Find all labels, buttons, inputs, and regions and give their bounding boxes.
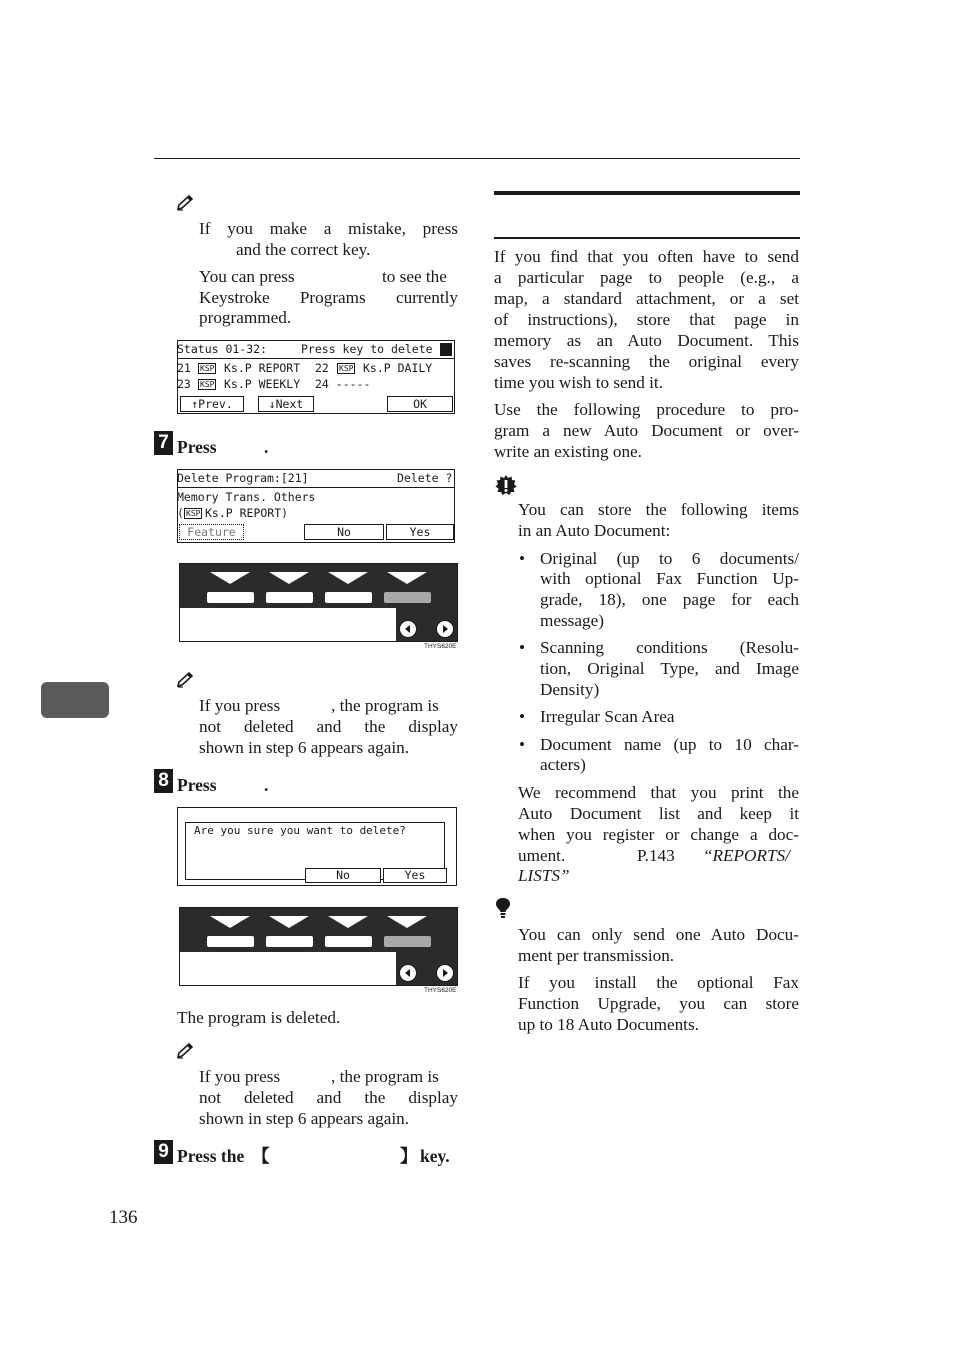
page-number: 136: [109, 1207, 138, 1228]
note1-line3b: to see the: [382, 267, 447, 286]
lcd3-no-button[interactable]: No: [305, 868, 381, 883]
lcd1-row2-name2: Ks.P DAILY: [363, 361, 433, 375]
lcd-confirm-screen: [177, 807, 457, 886]
step-8-label: Press: [177, 775, 217, 795]
procedure-line-1: Use the following procedure to pro-: [494, 400, 799, 419]
limitation-icon: [495, 897, 511, 919]
step-8-number: 8: [154, 769, 173, 793]
important-intro-1: You can store the following items: [518, 500, 799, 519]
bullet2-line3: Density): [540, 680, 600, 699]
step-7-period: .: [264, 437, 269, 457]
lcd2-row2: Memory Trans. Others: [177, 490, 316, 504]
lcd2-row3: Ks.P REPORT): [205, 506, 289, 520]
reference-title: “REPORTS/: [703, 846, 790, 865]
lcd-status-screen: [177, 340, 455, 414]
procedure-line-2: gram a new Auto Document or over-: [494, 421, 799, 440]
step-7-label: Press: [177, 437, 217, 457]
ksp-icon: KSP: [186, 509, 201, 518]
bullet-dot: •: [519, 638, 526, 657]
note3-line1b: , the program is: [331, 1067, 439, 1086]
lcd-delete-program-screen: [177, 469, 455, 543]
section-rule-thin: [494, 237, 800, 239]
arrow-down-icon: [328, 572, 368, 584]
lcd1-ok-button[interactable]: OK: [387, 396, 453, 412]
right-arrow-icon: [440, 624, 450, 634]
lcd1-row3-name: Ks.P WEEKLY: [224, 377, 301, 391]
selection-key-1[interactable]: [207, 592, 254, 603]
lcd1-divider: [178, 358, 454, 359]
note1-line5: programmed.: [199, 308, 292, 327]
lcd2-question: Delete ?: [397, 471, 453, 485]
bullet2-line2: tion, Original Type, and Image: [540, 659, 799, 678]
arrow-down-icon: [387, 916, 427, 928]
pencil-note-icon: [176, 1042, 196, 1060]
selection-key-3[interactable]: [325, 936, 372, 947]
pencil-note-icon: [176, 671, 196, 689]
header-rule: [154, 158, 800, 159]
lcd1-prev-button[interactable]: ↑Prev.: [180, 396, 244, 412]
arrow-down-icon: [210, 572, 250, 584]
ksp-icon: KSP: [200, 364, 215, 373]
reference-page-link[interactable]: P.143: [637, 846, 675, 865]
section-rule-thick: [494, 191, 800, 195]
lcd2-divider: [178, 487, 454, 488]
note2-line2: not deleted and the display: [199, 717, 458, 736]
step-9-label: Press the: [177, 1146, 245, 1166]
chapter-tab: [41, 682, 109, 718]
panel-figure-code: THYS620E: [424, 987, 457, 994]
important-intro-2: in an Auto Document:: [518, 521, 671, 540]
intro-line-5: memory as an Auto Document. This: [494, 331, 799, 350]
arrow-down-icon: [269, 916, 309, 928]
lcd1-row2-num: 21: [177, 361, 191, 375]
intro-line-3: map, a standard attachment, or a set: [494, 289, 799, 308]
intro-line-7: time you wish to send it.: [494, 373, 664, 392]
arrow-down-icon: [328, 916, 368, 928]
left-arrow-icon: [403, 968, 413, 978]
bullet3-line1: Irregular Scan Area: [540, 707, 675, 726]
ksp-icon: KSP: [339, 364, 354, 373]
note2-line1a: If you press: [199, 696, 281, 715]
bullet1-line4: message): [540, 611, 604, 630]
recommend-line1: We recommend that you print the: [518, 783, 799, 802]
note3-line2: not deleted and the display: [199, 1088, 458, 1107]
recommend-line4a: ument.: [518, 846, 566, 865]
limitation1-line2: ment per transmission.: [518, 946, 675, 965]
lcd2-row3-paren: (: [177, 506, 184, 520]
intro-line-2: a particular page to people (e.g., a: [494, 268, 799, 287]
deleted-text: The program is deleted.: [177, 1008, 341, 1027]
control-panel-keys: [179, 907, 458, 986]
note3-line3: shown in step 6 appears again.: [199, 1109, 410, 1128]
lcd1-row3-num2: 24 -----: [315, 377, 371, 391]
lcd1-cursor: [440, 343, 452, 356]
step-9-bracket-close: 】: [400, 1146, 418, 1166]
intro-line-4: of instructions), store that page in: [494, 310, 799, 329]
limitation2-line3: up to 18 Auto Documents.: [518, 1015, 699, 1034]
confirm-message: Are you sure you want to delete?: [194, 824, 406, 837]
bullet4-line2: acters): [540, 755, 586, 774]
note1-line1: If you make a mistake, press: [199, 219, 458, 238]
lcd1-row2-num2: 22: [315, 361, 329, 375]
lcd1-row2-name: Ks.P REPORT: [224, 361, 301, 375]
note1-line2: and the correct key.: [236, 240, 371, 259]
pencil-note-icon: [176, 194, 196, 212]
limitation2-line2: Function Upgrade, you can store: [518, 994, 799, 1013]
step-9-bracket-open: 【: [252, 1146, 270, 1166]
panel-figure-code: THYS620E: [424, 643, 457, 650]
bullet1-line2: with optional Fax Function Up-: [540, 569, 799, 588]
lcd2-feature-button[interactable]: Feature: [179, 524, 244, 540]
step-8-period: .: [264, 775, 269, 795]
bullet-dot: •: [519, 549, 526, 568]
bullet-dot: •: [519, 735, 526, 754]
selection-key-3[interactable]: [325, 592, 372, 603]
bullet4-line1: Document name (up to 10 char-: [540, 735, 799, 754]
selection-key-4-highlighted[interactable]: [384, 936, 431, 947]
ksp-icon: KSP: [200, 380, 215, 389]
note1-line4: Keystroke Programs currently: [199, 288, 458, 307]
selection-key-1[interactable]: [207, 936, 254, 947]
bullet1-line3: grade, 18), one page for each: [540, 590, 799, 609]
note3-line1a: If you press: [199, 1067, 281, 1086]
limitation1-line1: You can only send one Auto Docu-: [518, 925, 799, 944]
selection-key-2[interactable]: [266, 592, 313, 603]
arrow-down-icon: [387, 572, 427, 584]
lcd3-yes-button[interactable]: Yes: [383, 868, 447, 883]
control-panel-keys: [179, 563, 458, 642]
intro-line-1: If you find that you often have to send: [494, 247, 799, 266]
note2-line3: shown in step 6 appears again.: [199, 738, 410, 757]
step-9-tail: key.: [420, 1146, 450, 1166]
lcd1-status: Status 01-32:: [177, 342, 268, 356]
selection-key-4-highlighted[interactable]: [384, 592, 431, 603]
selection-key-2[interactable]: [266, 936, 313, 947]
bullet2-line1: Scanning conditions (Resolu-: [540, 638, 799, 657]
lcd2-yes-button[interactable]: Yes: [386, 524, 454, 540]
step-9-number: 9: [154, 1140, 173, 1164]
lcd2-no-button[interactable]: No: [304, 524, 384, 540]
important-icon: [495, 474, 517, 496]
bullet1-line1: Original (up to 6 documents/: [540, 549, 799, 568]
lcd1-row3-num: 23: [177, 377, 191, 391]
bullet-dot: •: [519, 707, 526, 726]
intro-line-6: saves re-scanning the original every: [494, 352, 799, 371]
lcd2-title: Delete Program:[21]: [177, 471, 309, 485]
limitation2-line1: If you install the optional Fax: [518, 973, 799, 992]
arrow-down-icon: [269, 572, 309, 584]
arrow-down-icon: [210, 916, 250, 928]
procedure-line-3: write an existing one.: [494, 442, 642, 461]
recommend-line2: Auto Document list and keep it: [518, 804, 799, 823]
lcd1-prompt: Press key to delete: [301, 342, 433, 356]
note2-line1b: , the program is: [331, 696, 439, 715]
left-arrow-icon: [403, 624, 413, 634]
reference-title-cont: LISTS”: [518, 866, 570, 885]
right-arrow-icon: [440, 968, 450, 978]
lcd1-next-button[interactable]: ↓Next: [258, 396, 314, 412]
step-7-number: 7: [154, 431, 173, 455]
note1-line3a: You can press: [199, 267, 295, 286]
recommend-line3: when you register or change a doc-: [518, 825, 799, 844]
